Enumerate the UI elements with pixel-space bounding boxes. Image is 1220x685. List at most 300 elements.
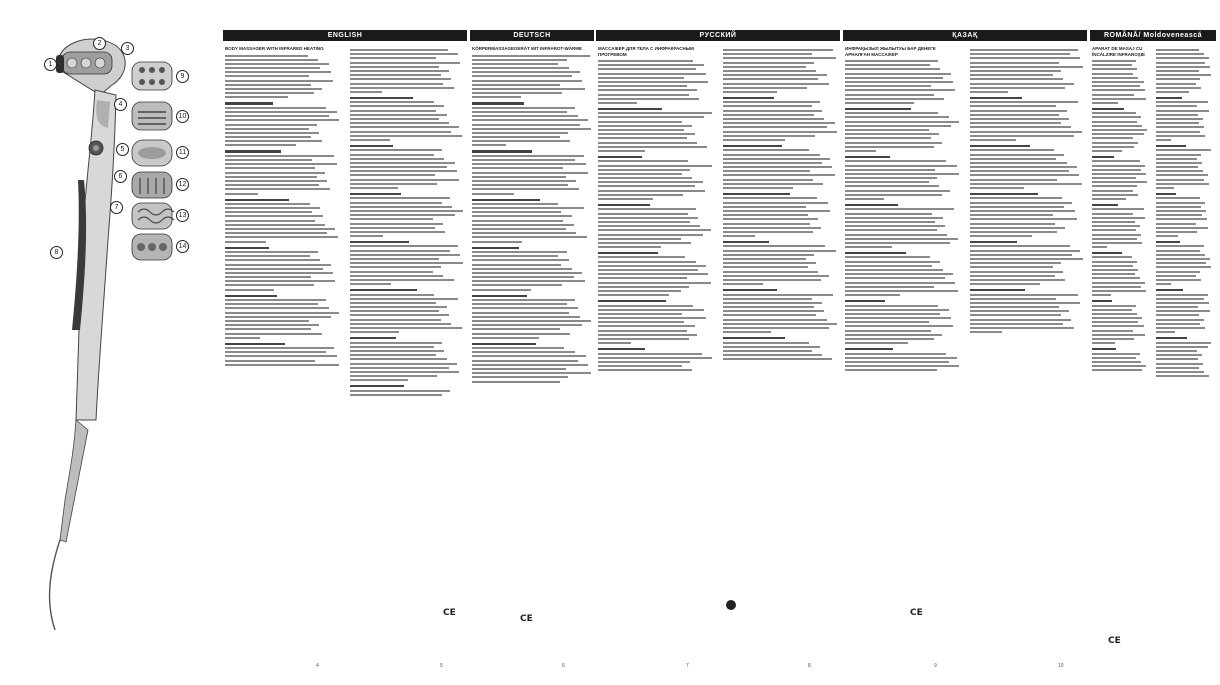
text-line [845, 361, 949, 363]
text-line [970, 154, 1064, 156]
text-line [350, 310, 439, 312]
text-line [225, 320, 309, 322]
text-line [723, 110, 822, 112]
text-line [723, 214, 808, 216]
text-line [845, 365, 959, 367]
callout-12: 12 [176, 178, 189, 191]
text-line [1156, 245, 1204, 247]
text-line [845, 286, 934, 288]
attachment-6 [132, 234, 172, 260]
text-line [225, 71, 331, 73]
text-line [970, 122, 1061, 124]
text-line [845, 348, 893, 350]
text-line [1092, 68, 1137, 70]
text-line [1156, 314, 1199, 316]
text-line [598, 365, 682, 367]
text-line [350, 74, 441, 76]
column-russian [596, 30, 840, 666]
text-line [225, 236, 338, 238]
text-line [1092, 112, 1136, 114]
text-line [350, 105, 444, 107]
text-line [225, 111, 337, 113]
text-line [723, 294, 833, 296]
text-line [1092, 353, 1140, 355]
text-line [723, 114, 814, 116]
text-line [970, 319, 1071, 321]
text-line [970, 118, 1069, 120]
text-line [350, 202, 442, 204]
text-line [970, 166, 1077, 168]
text-line [1156, 131, 1200, 133]
text-line [350, 266, 441, 268]
text-line [723, 275, 829, 277]
text-line [1156, 91, 1189, 93]
text-line [845, 208, 954, 210]
text-line [970, 101, 1078, 103]
text-line [970, 78, 1063, 80]
text-line [1092, 190, 1133, 192]
text-block [721, 49, 840, 360]
text-line [350, 323, 451, 325]
text-line [1156, 174, 1208, 176]
text-line [225, 284, 314, 286]
text-line [1156, 53, 1204, 55]
text-line [1092, 357, 1136, 359]
text-line [1156, 235, 1178, 237]
text-line [1092, 342, 1115, 344]
text-line [845, 165, 957, 167]
text-line [845, 269, 943, 271]
text-line [350, 126, 459, 128]
text-line [970, 289, 1025, 291]
text-line [845, 234, 947, 236]
text-line [598, 177, 692, 179]
text-line [845, 369, 937, 371]
text-line [350, 371, 459, 373]
text-line [723, 323, 837, 325]
text-line [845, 133, 939, 135]
text-line [970, 298, 1056, 300]
text-line [970, 158, 1056, 160]
text-line [1092, 194, 1138, 196]
text-line [598, 261, 696, 263]
text-line [350, 101, 434, 103]
text-line [350, 91, 382, 93]
text-line [598, 165, 712, 167]
text-line [225, 102, 273, 104]
text-line [1156, 187, 1174, 189]
text-line [970, 131, 1082, 133]
callout-13: 13 [176, 209, 189, 222]
column-kazakh [843, 30, 1087, 666]
text-line [598, 204, 650, 206]
text-line [598, 246, 661, 248]
text-line [845, 173, 959, 175]
text-line [845, 338, 934, 340]
text-line [1092, 277, 1140, 279]
text-line [723, 262, 816, 264]
text-line [1156, 206, 1201, 208]
text-line [350, 235, 383, 237]
text-line [723, 283, 763, 285]
text-line [598, 342, 631, 344]
text-line [723, 118, 824, 120]
text-line [1156, 223, 1196, 225]
text-line [350, 379, 408, 381]
text-line [225, 176, 317, 178]
text-line [970, 97, 1022, 99]
text-line [225, 272, 333, 274]
text-line [350, 97, 413, 99]
text-line [970, 294, 1078, 296]
text-line [598, 234, 703, 236]
text-line [598, 185, 695, 187]
text-line [723, 83, 829, 85]
callout-7: 7 [110, 201, 123, 214]
text-line [598, 338, 689, 340]
text-line [970, 66, 1083, 68]
text-line [970, 105, 1056, 107]
text-line [1156, 57, 1209, 59]
text-line [845, 129, 929, 131]
text-line [1156, 298, 1204, 300]
text-line [723, 331, 771, 333]
text-line [1156, 105, 1197, 107]
text-line [1156, 241, 1180, 243]
text-line [845, 125, 951, 127]
text-line [598, 325, 695, 327]
text-line [225, 180, 327, 182]
text-line [1092, 204, 1118, 206]
text-line [845, 277, 945, 279]
text-line [1156, 258, 1210, 260]
text-line [723, 206, 806, 208]
text-line [845, 313, 940, 315]
text-line [1092, 269, 1138, 271]
text-line [1156, 310, 1210, 312]
text-line [598, 321, 684, 323]
text-line [1156, 122, 1199, 124]
text-line [472, 193, 514, 195]
text-line [1156, 227, 1208, 229]
page-number: 5 [440, 663, 443, 669]
ce-mark: CE [443, 608, 456, 618]
text-line [350, 223, 443, 225]
text-line [845, 334, 942, 336]
text-line [970, 314, 1061, 316]
text-line [350, 279, 454, 281]
text-line [1156, 114, 1198, 116]
text-line [350, 262, 463, 264]
text-line [350, 250, 450, 252]
text-line [1092, 64, 1132, 66]
text-line [970, 162, 1067, 164]
text-line [723, 197, 817, 199]
text-line [598, 290, 681, 292]
text-line [350, 135, 462, 137]
text-line [1156, 214, 1202, 216]
text-line [970, 145, 1030, 147]
text-line [1156, 302, 1209, 304]
text-line [350, 170, 457, 172]
text-line [1092, 125, 1142, 127]
callout-6: 6 [114, 170, 127, 183]
text-line [1156, 319, 1204, 321]
text-line [845, 309, 949, 311]
text-line [598, 369, 692, 371]
text-line [225, 324, 319, 326]
text-line [845, 64, 930, 66]
text-line [970, 174, 1079, 176]
text-line [845, 242, 950, 244]
text-line [350, 385, 404, 387]
text-line [970, 135, 1074, 137]
text-line [1156, 197, 1200, 199]
text-line [598, 77, 684, 79]
text-line [225, 343, 285, 345]
text-line [350, 390, 450, 392]
text-line [350, 145, 393, 147]
text-line [225, 264, 331, 266]
text-line [845, 252, 906, 254]
text-line [723, 258, 806, 260]
text-line [350, 214, 455, 216]
text-line [225, 228, 335, 230]
text-line [598, 125, 692, 127]
text-line [225, 163, 337, 165]
text-line [723, 314, 816, 316]
text-line [598, 194, 683, 196]
text-line [598, 102, 637, 104]
text-line [598, 169, 690, 171]
text-line [1156, 170, 1203, 172]
text-line [350, 197, 450, 199]
text-line [845, 317, 951, 319]
text-line [723, 57, 836, 59]
text-line [1156, 126, 1204, 128]
text-line [845, 246, 892, 248]
text-line [1092, 208, 1144, 210]
text-line [723, 310, 824, 312]
text-line [598, 252, 658, 254]
text-line [598, 190, 705, 192]
text-line [1156, 149, 1211, 151]
text-line [970, 258, 1083, 260]
text-line [970, 306, 1059, 308]
text-line [723, 218, 818, 220]
column-romana [1090, 30, 1216, 666]
text-line [970, 197, 1062, 199]
text-line [350, 227, 435, 229]
text-line [598, 242, 691, 244]
text-line [723, 193, 790, 195]
text-line [350, 271, 433, 273]
text-line [723, 183, 823, 185]
text-line [1156, 66, 1210, 68]
section-title-deutsch: KÖRPERMASSAGEGERÄT MIT INFRAROT-WÄRME [472, 46, 582, 51]
text-line [1092, 261, 1137, 263]
text-line [1092, 181, 1147, 183]
text-line [598, 85, 687, 87]
text-line [1156, 283, 1171, 285]
text-line [1156, 323, 1200, 325]
text-line [1156, 342, 1211, 344]
text-line [598, 94, 689, 96]
text-line [1156, 375, 1209, 377]
text-line [1092, 330, 1133, 332]
text-line [845, 112, 938, 114]
text-line [1156, 78, 1200, 80]
text-line [723, 158, 830, 160]
text-line [970, 74, 1053, 76]
text-line [225, 88, 322, 90]
text-line [1156, 371, 1204, 373]
text-line [1156, 279, 1201, 281]
text-line [1092, 265, 1133, 267]
text-line [598, 273, 708, 275]
text-line [225, 276, 311, 278]
text-block [1090, 60, 1150, 371]
text-line [845, 73, 951, 75]
text-line [1156, 331, 1175, 333]
text-line [723, 154, 820, 156]
text-line [350, 275, 443, 277]
text-line [598, 133, 695, 135]
text-line [1092, 85, 1140, 87]
text-line [723, 170, 810, 172]
text-line [598, 150, 645, 152]
callout-2: 2 [93, 37, 106, 50]
text-line [225, 224, 325, 226]
text-line [350, 66, 439, 68]
page-number: 7 [686, 663, 689, 669]
text-line [350, 70, 449, 72]
text-line [723, 289, 777, 291]
text-line [723, 139, 785, 141]
text-line [845, 81, 953, 83]
text-line [970, 87, 1065, 89]
text-line [1156, 337, 1187, 339]
text-line [723, 66, 806, 68]
text-line [845, 290, 958, 292]
text-line [350, 283, 391, 285]
text-line [225, 333, 322, 335]
text-line [225, 360, 315, 362]
text-line [723, 162, 822, 164]
text-line [598, 309, 704, 311]
column-deutsch-2 [512, 40, 602, 676]
text-line [1092, 94, 1134, 96]
text-line [350, 183, 437, 185]
text-line [970, 206, 1064, 208]
text-line [723, 358, 832, 360]
text-line [970, 149, 1054, 151]
text-line [1092, 305, 1136, 307]
text-line [1156, 193, 1176, 195]
text-line [350, 258, 439, 260]
text-line [225, 188, 330, 190]
text-block [223, 55, 342, 366]
text-line [1092, 98, 1146, 100]
text-line [845, 177, 937, 179]
text-line [350, 154, 434, 156]
text-line [1092, 213, 1133, 215]
text-line [723, 298, 812, 300]
text-line [970, 193, 1038, 195]
text-line [723, 350, 812, 352]
text-line [350, 139, 390, 141]
text-line [350, 158, 444, 160]
text-line [845, 160, 946, 162]
text-line [970, 187, 1024, 189]
text-line [225, 193, 258, 195]
text-line [723, 87, 807, 89]
text-line [1092, 165, 1145, 167]
text-block [1154, 49, 1214, 377]
text-line [1156, 62, 1205, 64]
text-line [350, 327, 462, 329]
text-line [598, 265, 706, 267]
text-line [1092, 150, 1122, 152]
text-line [723, 302, 822, 304]
text-line [970, 310, 1069, 312]
text-line [1092, 177, 1136, 179]
callout-3: 3 [121, 42, 134, 55]
text-line [845, 181, 929, 183]
text-line [598, 286, 689, 288]
text-line [970, 327, 1074, 329]
text-line [350, 306, 447, 308]
text-line [970, 139, 1016, 141]
text-line [598, 277, 687, 279]
page-number: 6 [562, 663, 565, 669]
text-line [723, 227, 821, 229]
text-line [350, 358, 447, 360]
text-line [723, 166, 832, 168]
text-line [845, 294, 900, 296]
text-line [723, 327, 829, 329]
text-line [723, 179, 813, 181]
text-line [1092, 133, 1144, 135]
section-title-russian: МАССАЖЕР ДЛЯ ТЕЛА С ИНФРАКРАСНЫМ ПРОГРЕВОМ [598, 46, 694, 57]
ce-mark: CE [1108, 636, 1121, 646]
text-line [970, 126, 1071, 128]
text-line [845, 305, 938, 307]
language-header-romana: ROMÂNĂ/ Moldovenească [1090, 30, 1216, 41]
text-line [1156, 202, 1205, 204]
text-line [350, 162, 455, 164]
text-line [723, 91, 777, 93]
text-line [1156, 154, 1201, 156]
text-line [1092, 146, 1134, 148]
text-line [225, 347, 334, 349]
text-line [845, 121, 959, 123]
text-line [598, 221, 690, 223]
text-line [845, 89, 955, 91]
text-line [1092, 313, 1137, 315]
text-line [1156, 218, 1207, 220]
text-line [225, 247, 269, 249]
text-line [1092, 294, 1111, 296]
text-line [723, 245, 825, 247]
text-line [1156, 145, 1186, 147]
text-line [225, 167, 315, 169]
text-block [843, 60, 962, 371]
text-line [350, 78, 451, 80]
text-line [845, 330, 931, 332]
text-line [598, 142, 697, 144]
text-line [970, 279, 1065, 281]
